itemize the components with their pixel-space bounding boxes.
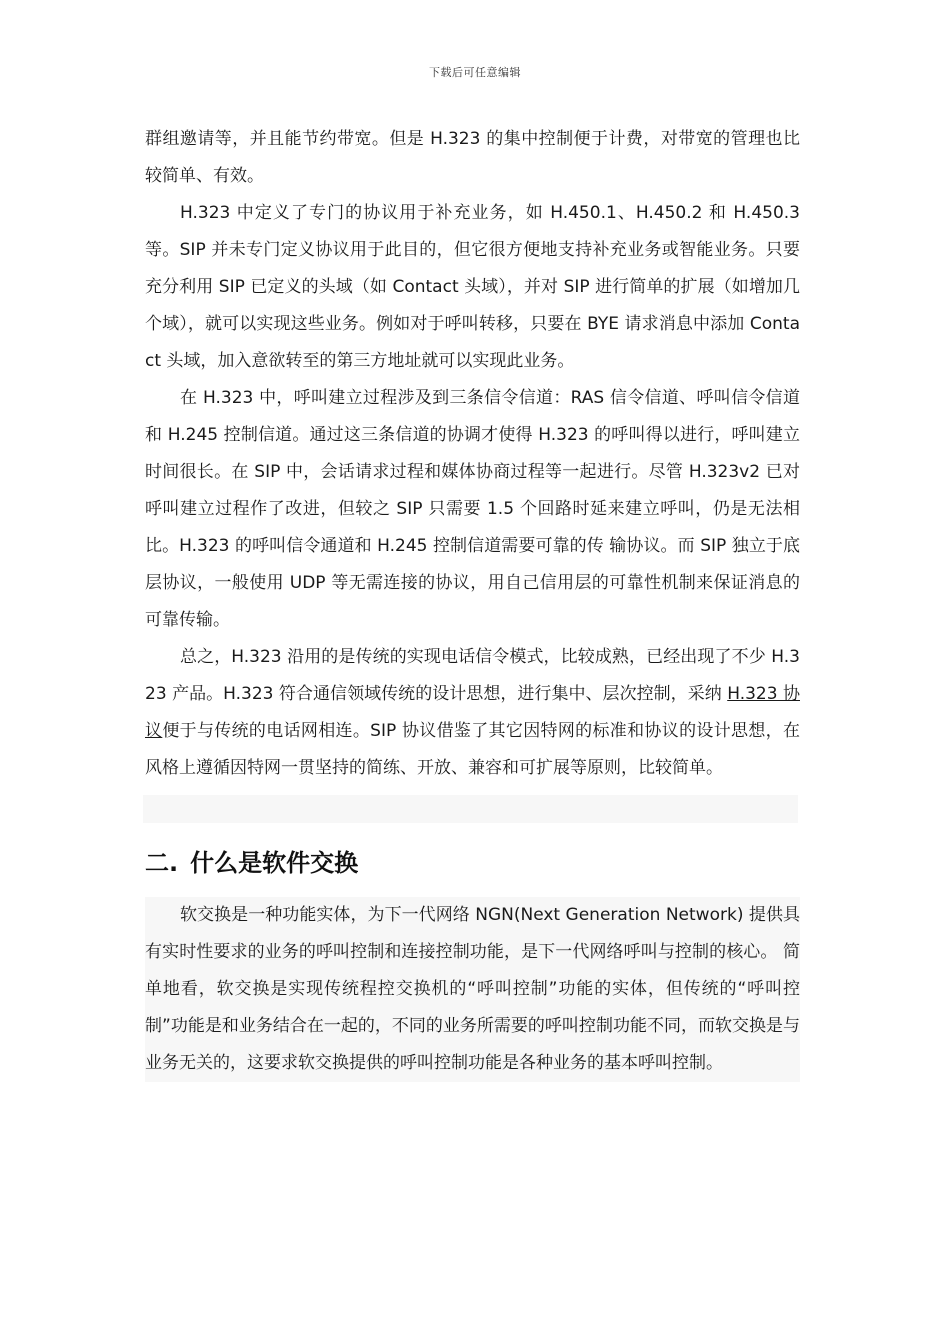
paragraph-2: H.323 中定义了专门的协议用于补充业务，如 H.450.1、H.450.2 和 H.450.3 等。SIP 并未专门定义协议用于此目的，但它很方便地支持补充业务或智能业务。只要充分利用 SIP 已定义的头域（如 Contact 头域），并对 SIP 进行简单的扩展（如增加几个域），就可以实现这些业务。例如对于呼叫转移，只要在 BYE 请求消息中添加 Contact 头域，加入意欲转至的第三方地址就可以实现此业务。 xyxy=(145,203,800,371)
section-title: 什么是软件交换 xyxy=(190,849,359,877)
section-paragraph: 软交换是一种功能实体，为下一代网络 NGN(Next Generation Network) 提供具有实时性要求的业务的呼叫控制和连接控制功能，是下一代网络呼叫与控制的核心。 简单地看，软交换是实现传统程控交换机的“呼叫控制”功能的实体，但传统的“呼叫控制”功能是和业务结合在一起的，不同的业务所需要的呼叫控制功能不同，而软交换是与业务无关的，这要求软交换提供的呼叫控制功能是各种业务的基本呼叫控制。 xyxy=(145,897,800,1082)
document-body xyxy=(145,121,800,1082)
paragraph-4-before: 总之，H.323 沿用的是传统的实现电话信令模式，比较成熟，已经出现了不少 H.323 产品。H.323 符合通信领域传统的设计思想，进行集中、层次控制，采纳 xyxy=(145,647,800,704)
h323-protocol-link[interactable]: H.323 协议 xyxy=(145,684,800,741)
section-number: 二. xyxy=(145,849,179,877)
section-heading xyxy=(145,843,800,883)
paragraph-3: 在 H.323 中，呼叫建立过程涉及到三条信令信道：RAS 信令信道、呼叫信令信道和 H.245 控制信道。通过这三条信道的协调才使得 H.323 的呼叫得以进行，呼叫建立时间很长。在 SIP 中，会话请求过程和媒体协商过程等一起进行。尽管 H.323v2 已对呼叫建立过程作了改进，但较之 SIP 只需要 1.5 个回路时延来建立呼叫，仍是无法相比。H.323 的呼叫信令通道和 H.245 控制信道需要可靠的传 输协议。而 SIP 独立于底层协议，一般使用 UDP 等无需连接的协议，用自己信用层的可靠性机制来保证消息的可靠传输。 xyxy=(145,388,800,630)
paragraph-4-after: 便于与传统的电话网相连。SIP 协议借鉴了其它因特网的标准和协议的设计思想，在风格上遵循因特网一贯坚持的简练、开放、兼容和可扩展等原则，比较简单。 xyxy=(145,721,800,778)
paragraph-1: 群组邀请等，并且能节约带宽。但是 H.323 的集中控制便于计费，对带宽的管理也比较简单、有效。 xyxy=(145,129,800,186)
page-header: 下载后可任意编辑 xyxy=(429,66,521,79)
shaded-band xyxy=(143,795,798,823)
paragraph-4 xyxy=(145,639,800,787)
